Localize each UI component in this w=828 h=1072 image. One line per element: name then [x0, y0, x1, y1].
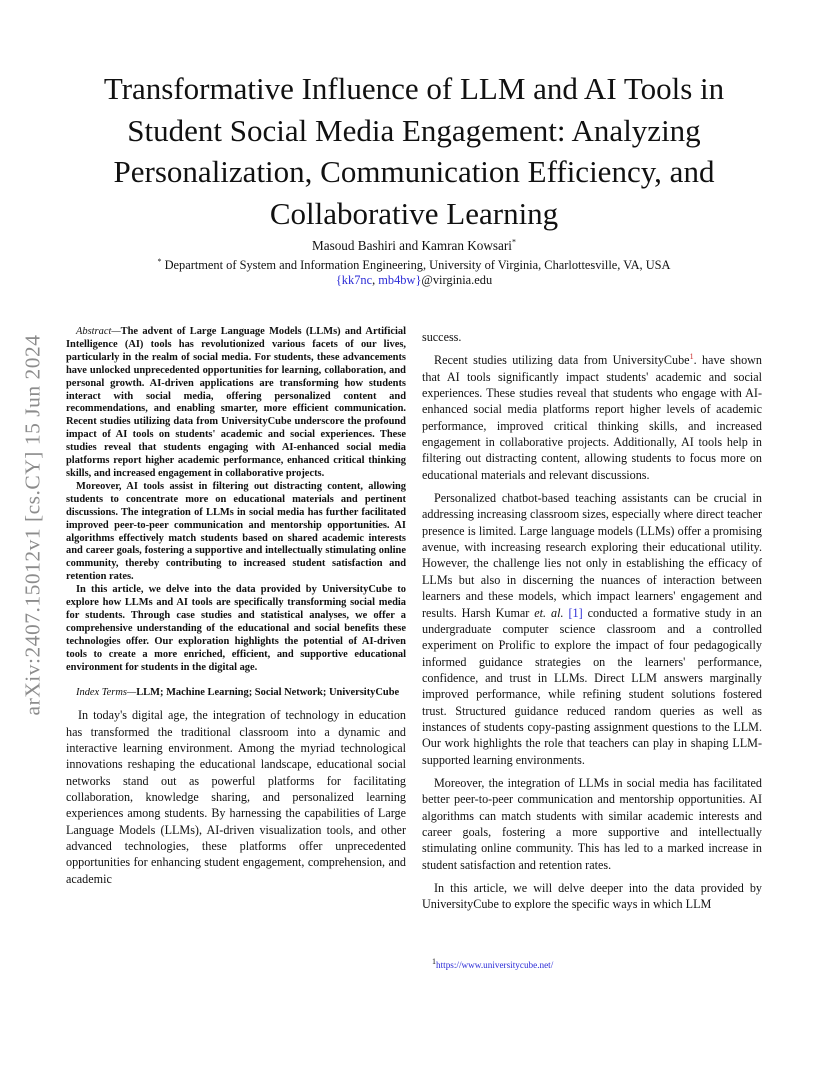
body-text: . have shown that AI tools significantly impact students' academic and social experiences. These studies reveal that students who engage with AI-enhanced social media platforms report higher levels of academic performance, improved critical thinking skills, and increased engagement in collaborative projects. Additionally, AI tools help in filtering out distracting content, allowing students to focus more on educational materials and relevant discussions. [422, 353, 762, 482]
footnote-url-link[interactable]: https://www.universitycube.net/ [436, 960, 554, 970]
title-line: Collaborative Learning [269, 195, 559, 231]
abstract-paragraph: Moreover, AI tools assist in filtering out distracting content, allowing students to concentrate more on educational materials and pertinent discussions. The integration of LLMs in social media has further facilitated improved peer-to-peer communication and mentorship opportunities. AI algorithms effectively match students based on shared academic interests and career goals, fostering a supportive and intellectually stimulating online community, thereby contributing to increased student satisfaction and retention rates. [66, 480, 406, 583]
footnote-ref[interactable]: 1 [689, 352, 694, 362]
body-text: Recent studies utilizing data from UniversityCube [434, 353, 690, 368]
paper-title [60, 68, 768, 234]
author-list [60, 238, 768, 254]
title-line: Transformative Influence of LLM and AI Tools in [103, 71, 725, 106]
index-terms-text: LLM; Machine Learning; Social Network; UniversityCube [136, 687, 400, 699]
body-text: Personalized chatbot-based teaching assistants can be crucial in addressing increasing classroom sizes, especially where direct teacher presence is limited. Large language models (LLMs) offer a promising avenue, with increasing research exploring their educational utility. However, the challenge lies not only in establishing the efficacy of LLMs but also in discerning the nuances of interaction between learners and these models, which impact learners' engagement and results. Harsh Kumar [422, 491, 762, 620]
author-names: Masoud Bashiri and Kamran Kowsari [312, 238, 512, 253]
email-domain: @virginia.edu [421, 273, 493, 287]
email-line [60, 273, 768, 288]
abstract-text: The advent of Large Language Models (LLMs) and Artificial Intelligence (AI) tools has revolutionized various facets of our lives, particularly in the realm of social media. For students, these advancements have unlocked unprecedented opportunities for learning, collaboration, and personal growth. AI-driven applications are transforming how students interact with social media, offering personalized content and recommendations, and enabling smarter, more efficient communication. Recent studies utilizing data from UniversityCube underscore the profound impact of AI tools on students' academic and social experiences. These studies reveal that students engaging with AI-enhanced social media platforms report higher academic performance, enhanced critical thinking skills, and increased engagement in collaborative projects. [66, 326, 406, 479]
abstract-paragraph: In this article, we delve into the data provided by UniversityCube to explore how LLMs and AI tools are specifically transforming social media for students. Through case studies and statistical analyses, we offer a comprehensive understanding of the educational and social benefits these technologies offer. Our exploration highlights the potential of AI-driven tools to create a more enriched, efficient, and supportive educational environment for students in the digital age. [66, 584, 406, 673]
body-text: conducted a formative study in an undergraduate computer science classroom and a controlled experiment on Prolific to explore the impact of four pedagogically informed guidance strategies on the learners' performance, confidence, and trust in LLMs. Direct LLM answers marginally improved performance, while refining student solutions fostered trust. Structured guidance reduced random queries as well as instances of students copy-pasting assignment questions to the LLM. Our work highlights the role that teachers can play in shaping LLM-supported learning environments. [422, 605, 762, 767]
title-line: Student Social Media Engagement: Analyzing [127, 112, 701, 148]
arxiv-identifier [22, 290, 44, 760]
body-paragraph: In today's digital age, the integration of technology in education has transformed the traditional classroom into a dynamic and interactive learning environment. Among the myriad technological innovations reshaping the educational landscape, educational social networks stand out as powerful platforms for facilitating collaboration, knowledge sharing, and personalized learning experiences among students. By harnessing the capabilities of Large Language Models (LLMs), AI-driven visualization tools, and other advanced technologies, these platforms offer unprecedented opportunities for enhancing student engagement, comprehension, and academic [66, 708, 406, 886]
abstract [66, 326, 406, 674]
index-terms [66, 687, 406, 700]
body-paragraph: In this article, we will delve deeper into the data provided by UniversityCube to explore the specific ways in which LLM [422, 881, 762, 912]
email-brace-close: } [415, 273, 422, 287]
arxiv-identifier-text: arXiv:2407.15012v1 [cs.CY] 15 Jun 2024 [20, 334, 45, 716]
title-line: Personalization, Communication Efficiency, and [113, 154, 715, 189]
affiliation [60, 258, 768, 273]
email-link-kk7nc[interactable]: kk7nc [341, 273, 373, 287]
body-paragraph: Moreover, the integration of LLMs in social media has facilitated better peer-to-peer communication and mentorship opportunities. AI algorithms can match students with similar academic interests and career goals, fostering a more supportive and intellectually stimulating online community. This has led to a marked increase in student satisfaction and retention rates. [422, 775, 762, 872]
abstract-paragraph [66, 326, 406, 481]
body-paragraph-continuation: success. [422, 330, 462, 344]
footnote [432, 956, 554, 970]
right-column [422, 329, 762, 913]
index-terms-lead: Index Terms— [76, 687, 137, 699]
body-paragraph [422, 490, 762, 768]
affiliation-text: Department of System and Information Engineering, University of Virginia, Charlottesville, VA, USA [164, 258, 671, 272]
citation-link[interactable]: [1] [568, 605, 583, 620]
abstract-lead: Abstract— [76, 326, 121, 337]
author-mark: * [511, 237, 516, 247]
footnote-mark: 1 [432, 956, 436, 966]
email-link-mb4bw[interactable]: mb4bw [378, 273, 416, 287]
email-separator: , [372, 273, 379, 287]
affiliation-mark: * [157, 256, 162, 266]
email-brace-open: { [335, 273, 342, 287]
et-al: et. al. [534, 605, 564, 620]
body-paragraph [422, 352, 762, 483]
left-column [66, 326, 406, 887]
